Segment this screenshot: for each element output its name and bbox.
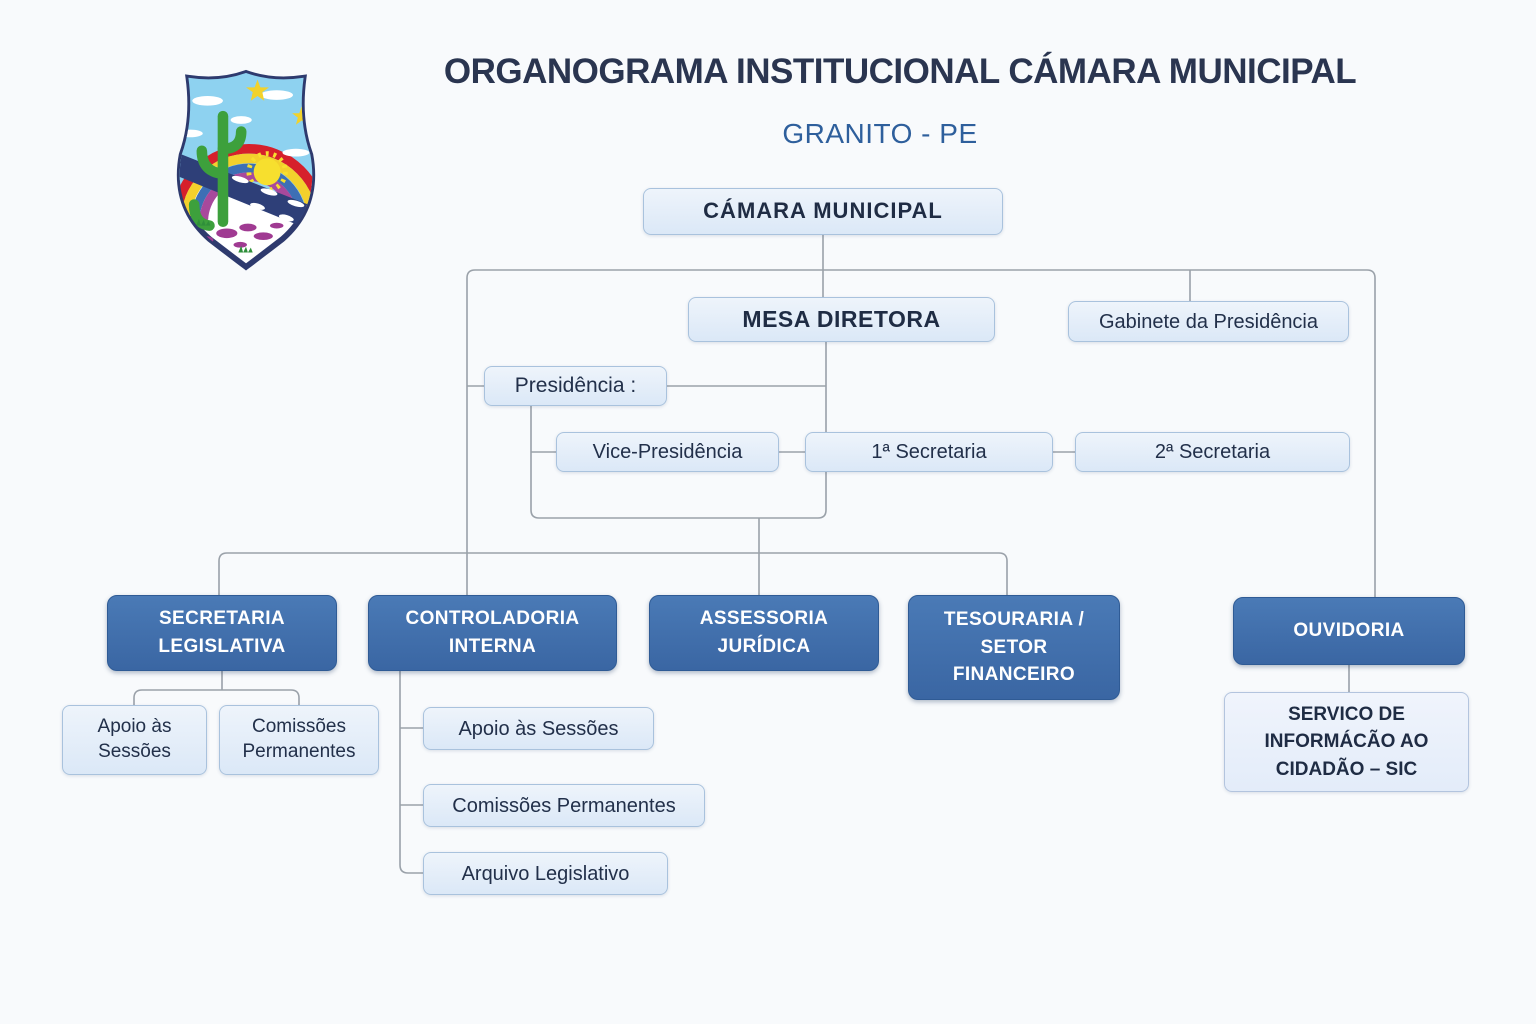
node-apoio-sessoes-secretaria-label: Apoio às Sessões — [97, 716, 172, 762]
node-presidencia — [484, 366, 667, 406]
node-mesa-diretora-label: MESA DIRETORA — [742, 305, 941, 332]
node-comissoes-permanentes-secretaria-label: Comissões Permanentes — [242, 716, 356, 762]
node-sic-label: SERVICO DE INFORMÁCÃO AO CIDADÃO – SIC — [1264, 703, 1429, 780]
node-comissoes-permanentes-controladoria-label: Comissões Permanentes — [452, 794, 676, 817]
node-sic — [1224, 692, 1469, 792]
node-ouvidoria — [1233, 597, 1465, 665]
node-apoio-sessoes-secretaria — [62, 705, 207, 775]
node-camara-municipal — [643, 188, 1003, 235]
node-arquivo-legislativo-label: Arquivo Legislativo — [461, 862, 630, 885]
node-controladoria-interna — [368, 595, 617, 671]
node-vice-presidencia — [556, 432, 779, 472]
node-ouvidoria-label: OUVIDORIA — [1293, 620, 1405, 642]
node-apoio-sessoes-controladoria — [423, 707, 654, 750]
node-segunda-secretaria-label: 2ª Secretaria — [1154, 441, 1271, 463]
node-tesouraria-setor-financeiro-label: TESOURARIA / SETOR FINANCEIRO — [943, 609, 1085, 686]
page-title: ORGANOGRAMA INSTITUCIONAL CÁMARA MUNICIPAL — [443, 52, 1357, 91]
node-primeira-secretaria — [805, 432, 1053, 472]
node-vice-presidencia-label: Vice-Presidência — [592, 441, 743, 463]
node-apoio-sessoes-controladoria-label: Apoio às Sessões — [458, 717, 619, 740]
node-arquivo-legislativo — [423, 852, 668, 895]
node-primeira-secretaria-label: 1ª Secretaria — [871, 441, 987, 463]
node-camara-municipal-label: CÁMARA MUNICIPAL — [703, 198, 943, 224]
node-gabinete-presidencia — [1068, 301, 1349, 342]
node-comissoes-permanentes-controladoria — [423, 784, 705, 827]
node-presidencia-label: Presidência : — [514, 374, 637, 398]
node-gabinete-presidencia-label: Gabinete da Presidência — [1098, 310, 1319, 333]
node-secretaria-legislativa — [107, 595, 337, 671]
node-mesa-diretora — [688, 297, 995, 342]
node-controladoria-interna-label: CONTROLADORIA INTERNA — [405, 608, 580, 657]
node-segunda-secretaria — [1075, 432, 1350, 472]
node-tesouraria-setor-financeiro — [908, 595, 1120, 700]
node-assessoria-juridica-label: ASSESSORIA JURÍDICA — [699, 608, 829, 657]
node-comissoes-permanentes-secretaria — [219, 705, 379, 775]
page-subtitle: GRANITO - PE — [782, 118, 978, 149]
node-secretaria-legislativa-label: SECRETARIA LEGISLATIVA — [158, 608, 286, 657]
node-assessoria-juridica — [649, 595, 879, 671]
